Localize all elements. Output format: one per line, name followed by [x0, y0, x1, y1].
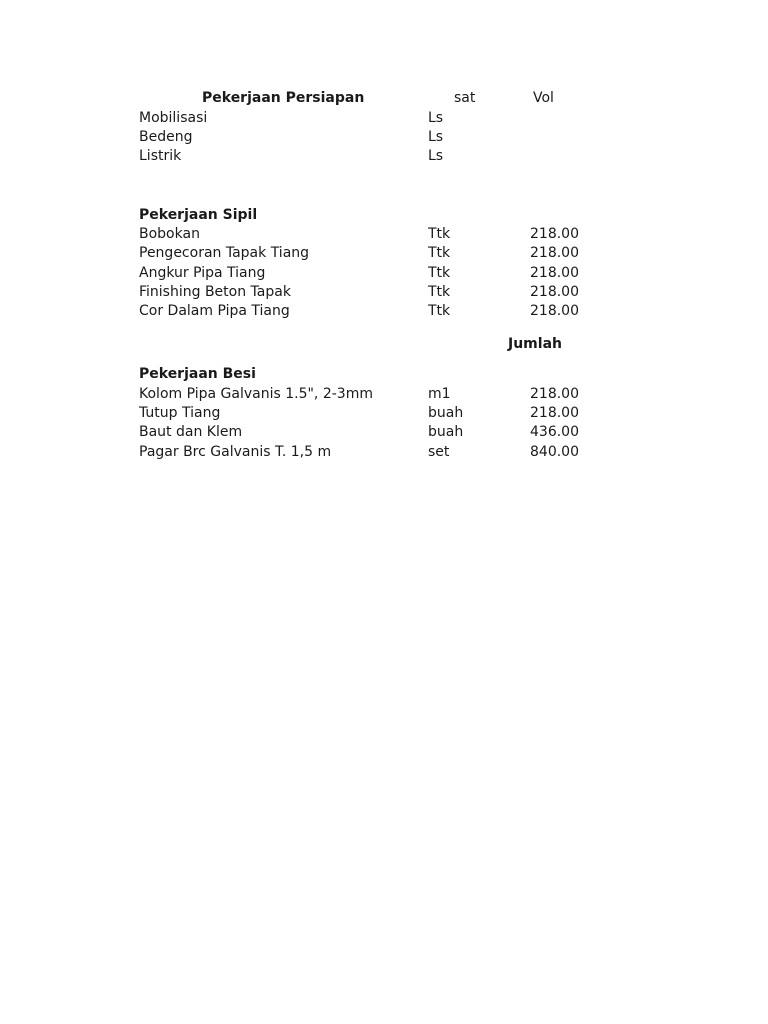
item-unit: Ttk — [428, 245, 451, 261]
table-row — [0, 301, 768, 321]
table-row — [0, 282, 768, 302]
item-unit: Ls — [428, 148, 444, 164]
item-unit: m1 — [428, 386, 451, 402]
table-row — [0, 146, 768, 166]
item-unit: Ttk — [428, 284, 451, 300]
item-vol: 218.00 — [530, 386, 579, 402]
item-vol: 218.00 — [530, 265, 579, 281]
section-title-persiapan: Pekerjaan Persiapan — [202, 90, 365, 106]
item-vol: 218.00 — [530, 405, 579, 421]
table-row — [0, 442, 768, 462]
item-name: Pagar Brc Galvanis T. 1,5 m — [139, 444, 332, 460]
item-unit: Ttk — [428, 226, 451, 242]
header-row — [0, 88, 768, 108]
item-name: Bobokan — [139, 226, 200, 242]
item-unit: buah — [428, 405, 464, 421]
section-title-besi: Pekerjaan Besi — [139, 366, 256, 382]
item-name: Finishing Beton Tapak — [139, 284, 291, 300]
total-label: Jumlah — [508, 336, 562, 352]
table-row — [0, 422, 768, 442]
item-name: Mobilisasi — [139, 110, 208, 126]
item-name: Tutup Tiang — [139, 405, 221, 421]
table-row — [0, 403, 768, 423]
item-name: Pengecoran Tapak Tiang — [139, 245, 310, 261]
column-header-vol: Vol — [533, 90, 554, 106]
table-row — [0, 243, 768, 263]
item-name: Angkur Pipa Tiang — [139, 265, 266, 281]
item-unit: buah — [428, 424, 464, 440]
item-vol: 218.00 — [530, 303, 579, 319]
item-vol: 218.00 — [530, 226, 579, 242]
item-name: Kolom Pipa Galvanis 1.5", 2-3mm — [139, 386, 373, 402]
table-row — [0, 224, 768, 244]
item-vol: 840.00 — [530, 444, 579, 460]
item-vol: 218.00 — [530, 245, 579, 261]
item-vol: 218.00 — [530, 284, 579, 300]
item-unit: set — [428, 444, 450, 460]
table-row — [0, 108, 768, 128]
item-unit: Ls — [428, 110, 444, 126]
item-name: Cor Dalam Pipa Tiang — [139, 303, 290, 319]
table-row — [0, 263, 768, 283]
section-title-sipil: Pekerjaan Sipil — [139, 207, 258, 223]
item-unit: Ttk — [428, 265, 451, 281]
table-row — [0, 384, 768, 404]
table-row — [0, 127, 768, 147]
section-header-sipil — [0, 205, 768, 225]
item-vol: 436.00 — [530, 424, 579, 440]
item-unit: Ttk — [428, 303, 451, 319]
total-row — [0, 334, 768, 354]
column-header-sat: sat — [454, 90, 476, 106]
section-header-besi — [0, 364, 768, 384]
item-unit: Ls — [428, 129, 444, 145]
item-name: Bedeng — [139, 129, 193, 145]
item-name: Baut dan Klem — [139, 424, 243, 440]
item-name: Listrik — [139, 148, 182, 164]
